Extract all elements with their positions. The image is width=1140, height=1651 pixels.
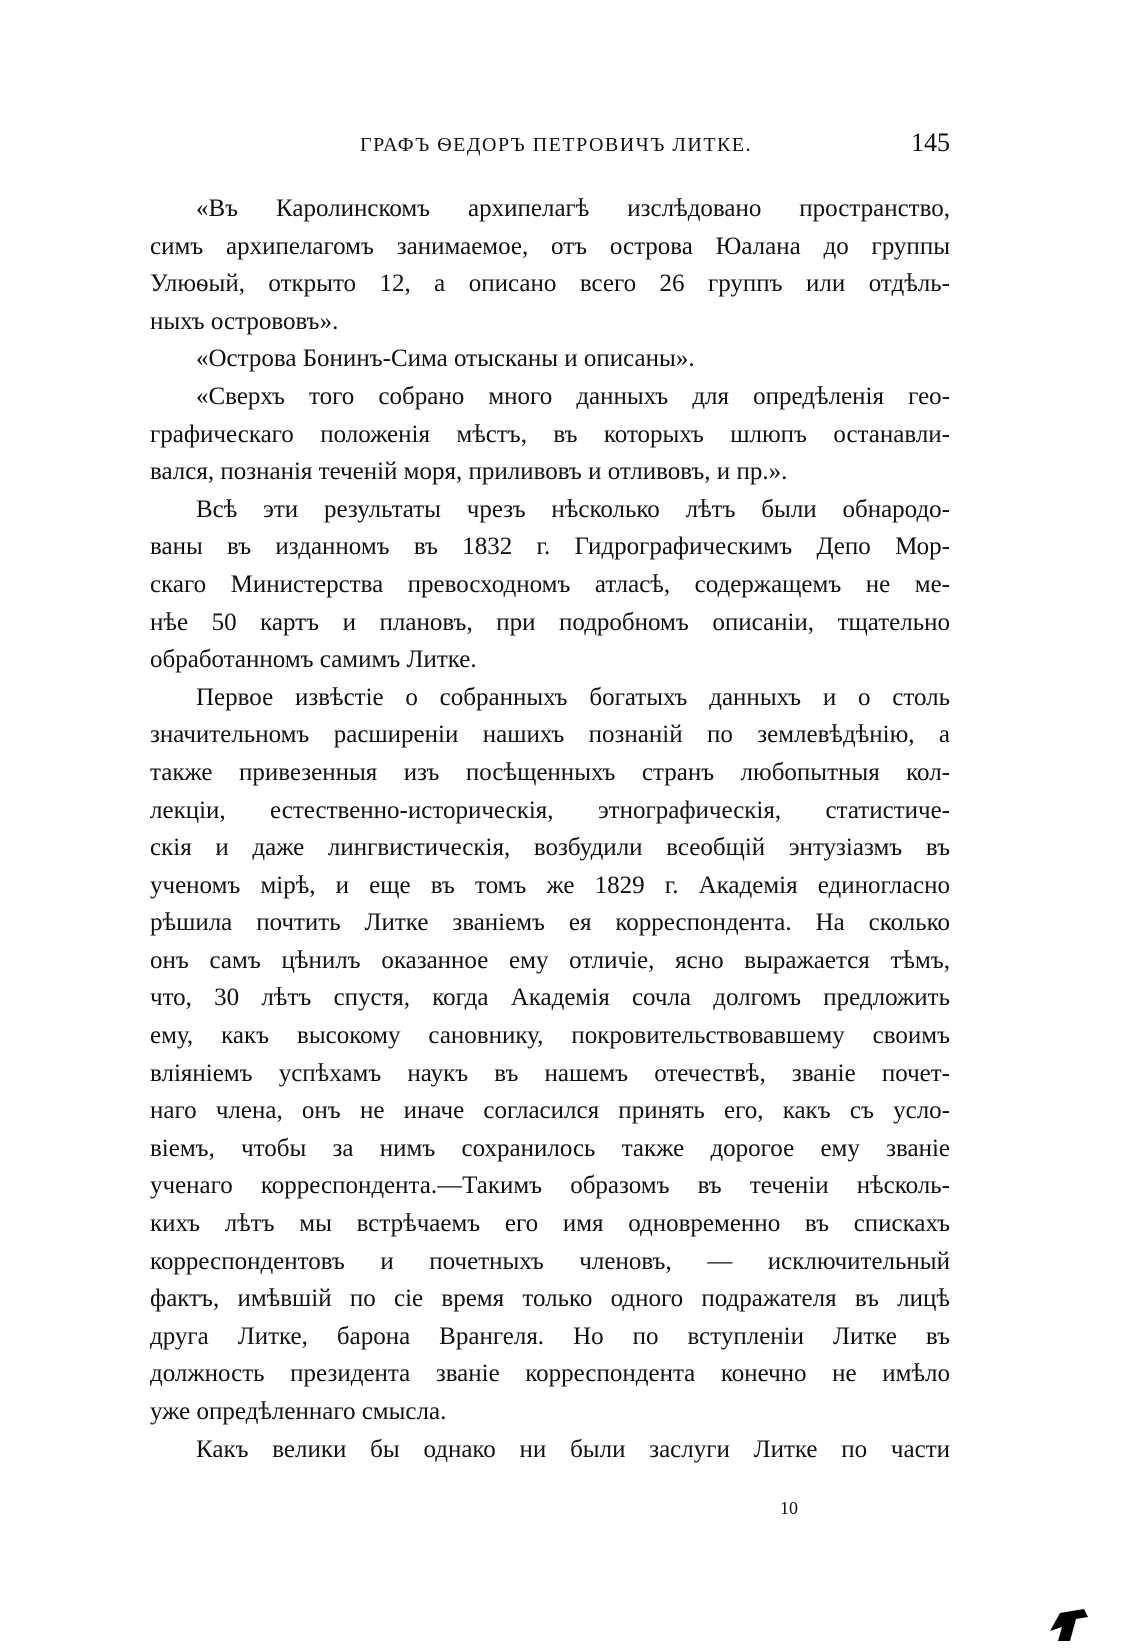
text-line: вался, познанія теченій моря, приливовъ и отливовъ, и пр.». [150, 458, 788, 486]
ink-blot-mark [1046, 1601, 1090, 1641]
text-line: также привезенныя изъ посѣщенныхъ странъ любопытныя кол- [150, 758, 950, 786]
running-title: ГРАФЪ ѲЕДОРЪ ПЕТРОВИЧЪ ЛИТКЕ. [360, 134, 753, 156]
text-line: друга Литке, барона Врангеля. Но по вступленіи Литке въ [150, 1322, 950, 1350]
text-line: «Сверхъ того собрано много данныхъ для опредѣленія гео- [196, 382, 950, 410]
text-line: корреспондентовъ и почетныхъ членовъ, — исключительный [150, 1247, 950, 1275]
text-line: скаго Министерства превосходномъ атласѣ, содержащемъ не ме- [150, 570, 950, 598]
text-line: Какъ велики бы однако ни были заслуги Литке по части [196, 1435, 950, 1463]
text-line: обработанномъ самимъ Литке. [150, 646, 477, 674]
text-line: нѣе 50 картъ и плановъ, при подробномъ описаніи, тщательно [150, 608, 950, 636]
text-line: уже опредѣленнаго смысла. [150, 1398, 447, 1425]
text-line: симъ архипелагомъ занимаемое, отъ острова Юалана до группы [150, 232, 950, 260]
text-line: ваны въ изданномъ въ 1832 г. Гидрографическимъ Депо Мор- [150, 533, 950, 561]
text-line: «Острова Бонинъ-Сима отысканы и описаны». [196, 345, 695, 373]
text-line: значительномъ расширеніи нашихъ познаній по землевѣдѣнію, а [150, 721, 950, 749]
text-line: ученаго корреспондента.—Такимъ образомъ въ теченіи нѣсколь- [150, 1172, 950, 1200]
text-line: должность президента званіе корреспондента конечно не имѣло [150, 1360, 950, 1388]
text-line: ныхъ острововъ». [150, 307, 339, 335]
body-text [150, 190, 950, 1468]
text-line: что, 30 лѣтъ спустя, когда Академія сочла долгомъ предложить [150, 984, 950, 1012]
text-line: скія и даже лингвистическія, возбудили всеобщій энтузіазмъ въ [150, 834, 950, 862]
text-line: онъ самъ цѣнилъ оказанное ему отличіе, ясно выражается тѣмъ, [150, 946, 950, 974]
text-line: Первое извѣстіе о собранныхъ богатыхъ данныхъ и о столь [196, 683, 950, 711]
text-line: «Въ Каролинскомъ архипелагѣ изслѣдовано пространство, [196, 195, 950, 222]
page-number: 145 [911, 128, 950, 157]
signature-mark: 10 [780, 1498, 798, 1518]
text-line: фактъ, имѣвшій по сіе время только одного подражателя въ лицѣ [150, 1285, 950, 1313]
text-line: наго члена, онъ не иначе согласился принять его, какъ съ усло- [150, 1097, 950, 1125]
text-line: віемъ, чтобы за нимъ сохранилось также дорогое ему званіе [150, 1134, 950, 1162]
text-line: вліяніемъ успѣхамъ наукъ въ нашемъ отечествѣ, званіе почет- [150, 1059, 950, 1087]
text-line: лекціи, естественно-историческія, этнографическія, статистиче- [150, 796, 950, 824]
text-line: Улюѳый, открыто 12, а описано всего 26 группъ или отдѣль- [150, 270, 950, 298]
text-line: рѣшила почтить Литке званіемъ ея корреспондента. На сколько [150, 909, 950, 937]
text-line: Всѣ эти результаты чрезъ нѣсколько лѣтъ были обнародо- [196, 495, 950, 523]
text-line: кихъ лѣтъ мы встрѣчаемъ его имя одновременно въ спискахъ [150, 1210, 950, 1238]
text-line: ему, какъ высокому сановнику, покровительствовавшему своимъ [150, 1022, 950, 1050]
text-line: ученомъ мірѣ, и еще въ томъ же 1829 г. Академія единогласно [150, 871, 950, 899]
text-line: графическаго положенія мѣстъ, въ которыхъ шлюпъ останавли- [150, 420, 950, 448]
running-header [150, 128, 950, 168]
